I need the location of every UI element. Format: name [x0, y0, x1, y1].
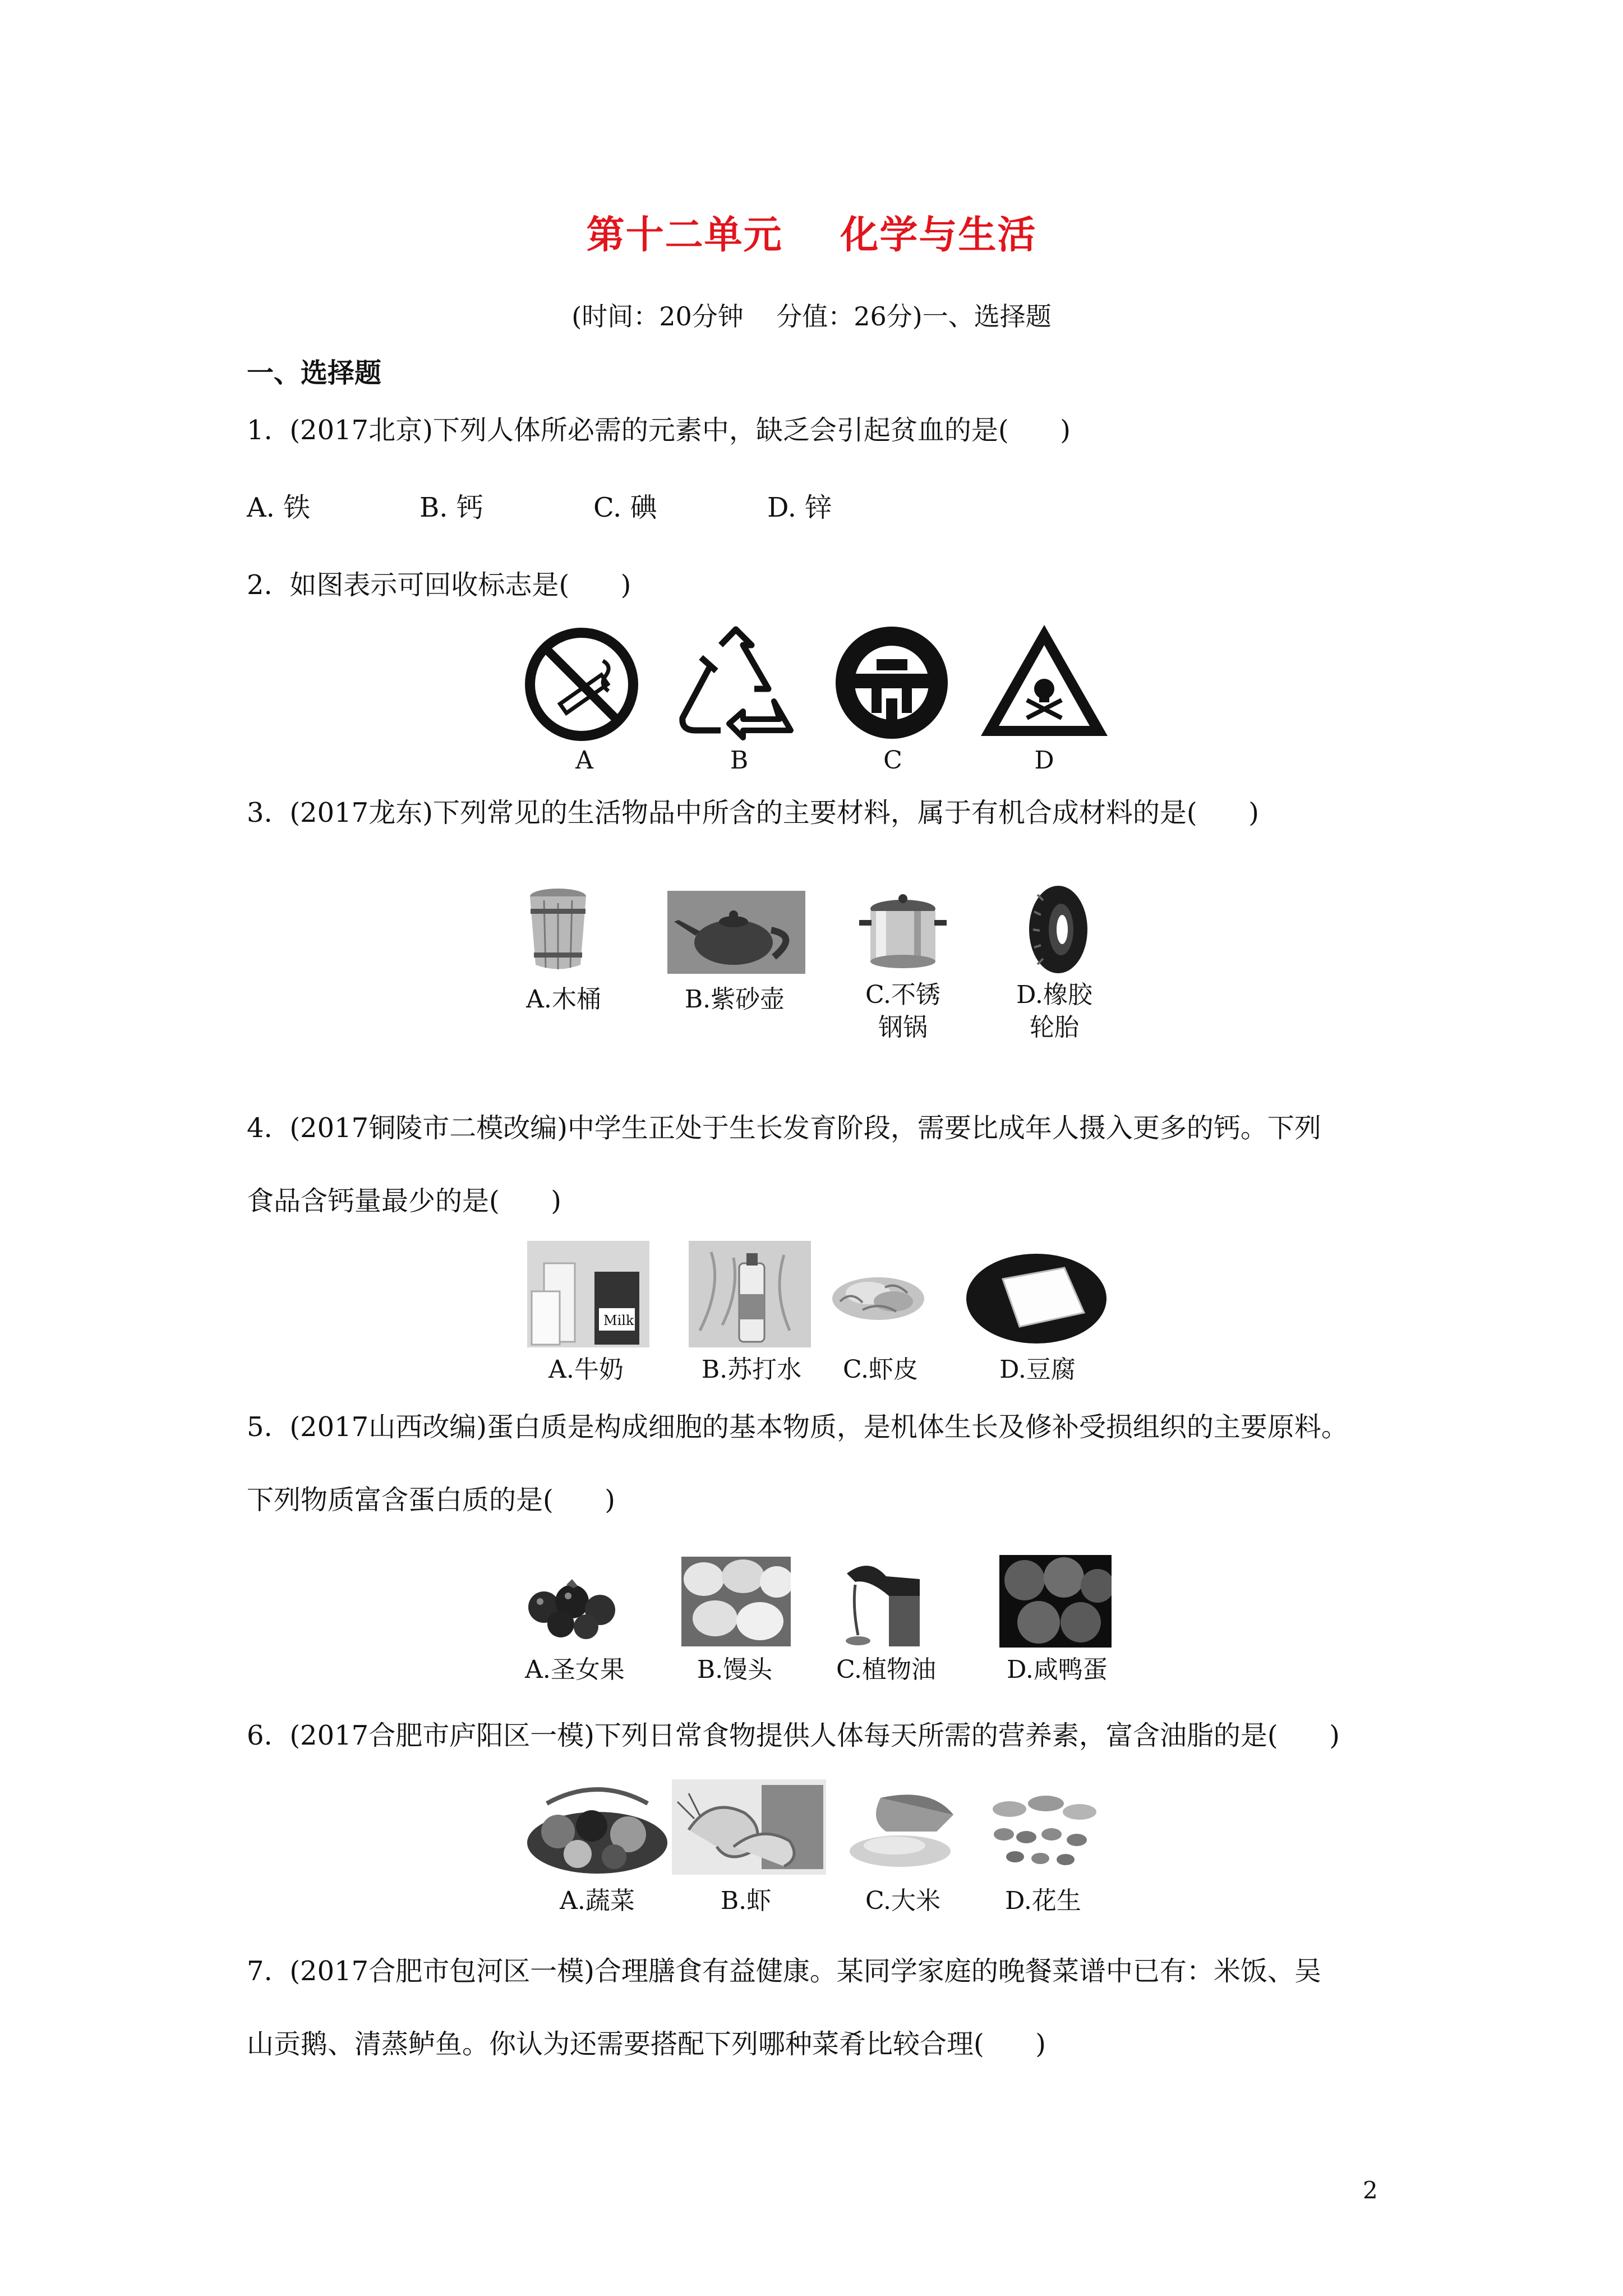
question-6-text: 6. (2017合肥市庐阳区一模)下列日常食物提供人体每天所需的营养素，富含油脂的是( ) — [247, 1720, 1340, 1751]
q4-caption-b: B.苏打水 — [701, 1355, 802, 1384]
q2-label-c: C — [883, 746, 902, 775]
q2-label-d: D — [1034, 746, 1054, 775]
q1-option-d: D. 锌 — [767, 492, 832, 523]
q2-label-a: A — [575, 746, 593, 775]
page-number: 2 — [1363, 2177, 1378, 2204]
svg-text:Milk: Milk — [603, 1313, 634, 1328]
stainless-pot-image — [858, 886, 948, 976]
question-5-text-line2: 下列物质富含蛋白质的是( ) — [247, 1484, 616, 1516]
rice-image — [847, 1787, 959, 1871]
shrimp-image — [672, 1779, 826, 1875]
q6-caption-a: A.蔬菜 — [560, 1887, 635, 1915]
vegetable-oil-image — [836, 1557, 931, 1649]
poison-icon — [979, 622, 1110, 739]
question-2-text: 2. 如图表示可回收标志是( ) — [247, 569, 631, 601]
question-1-text: 1. (2017北京)下列人体所必需的元素中，缺乏会引起贫血的是( ) — [247, 415, 1071, 446]
q1-option-b: B. 钙 — [419, 492, 483, 523]
q3-caption-a: A.木桶 — [526, 985, 601, 1014]
vegetables-image — [524, 1781, 670, 1876]
q1-option-c: C. 碘 — [593, 492, 657, 523]
milk-image — [527, 1241, 649, 1347]
q2-label-b: B — [730, 746, 749, 775]
question-4-text-line2: 食品含钙量最少的是( ) — [247, 1185, 562, 1217]
section-heading: 一、选择题 — [247, 357, 382, 389]
page-title: 第十二单元 化学与生活 — [586, 213, 1037, 257]
rubber-tire-image — [1026, 884, 1091, 976]
q6-caption-c: C.大米 — [865, 1887, 941, 1915]
exam-info: (时间：20分钟 分值：26分)一、选择题 — [571, 301, 1052, 332]
q3-caption-b: B.紫砂壶 — [684, 985, 785, 1014]
cherry-tomato-image — [524, 1562, 620, 1641]
q4-caption-d: D.豆腐 — [999, 1355, 1076, 1384]
q3-caption-d: D.橡胶 轮胎 — [1016, 981, 1092, 1042]
q6-caption-d: D.花生 — [1005, 1887, 1081, 1915]
q3-caption-c: C.不锈 钢锅 — [865, 981, 941, 1042]
steamed-bun-image — [681, 1557, 791, 1646]
q5-caption-c: C.植物油 — [836, 1655, 937, 1684]
dried-shrimp-image — [829, 1262, 927, 1324]
teapot-image — [667, 891, 805, 974]
q4-caption-c: C.虾皮 — [842, 1355, 919, 1384]
tofu-image — [963, 1245, 1109, 1346]
no-smoking-icon — [524, 627, 639, 742]
q4-caption-a: A.牛奶 — [548, 1355, 624, 1384]
q5-caption-b: B.馒头 — [697, 1655, 773, 1684]
question-4-text-line1: 4. (2017铜陵市二模改编)中学生正处于生长发育阶段，需要比成年人摄入更多的钙。下列 — [247, 1112, 1321, 1144]
question-7-text-line2: 山贡鹅、清蒸鲈鱼。你认为还需要搭配下列哪种菜肴比较合理( ) — [247, 2028, 1046, 2060]
question-3-text: 3. (2017龙东)下列常见的生活物品中所含的主要材料，属于有机合成材料的是( ) — [247, 797, 1259, 829]
water-saving-icon — [834, 625, 949, 740]
q5-caption-a: A.圣女果 — [525, 1655, 625, 1684]
question-5-text-line1: 5. (2017山西改编)蛋白质是构成细胞的基本物质，是机体生长及修补受损组织的主要原料。 — [247, 1411, 1348, 1443]
q6-caption-b: B.虾 — [720, 1887, 772, 1915]
q1-option-a: A. 铁 — [247, 492, 311, 523]
soda-water-image — [689, 1241, 811, 1347]
salted-duck-egg-image — [999, 1555, 1112, 1648]
question-7-text-line1: 7. (2017合肥市包河区一模)合理膳食有益健康。某同学家庭的晚餐菜谱中已有：米饭、吴 — [247, 1955, 1321, 1987]
wooden-bucket-image — [527, 886, 589, 973]
peanut-image — [981, 1787, 1102, 1871]
recycle-icon — [676, 623, 796, 740]
q5-caption-d: D.咸鸭蛋 — [1007, 1655, 1108, 1684]
